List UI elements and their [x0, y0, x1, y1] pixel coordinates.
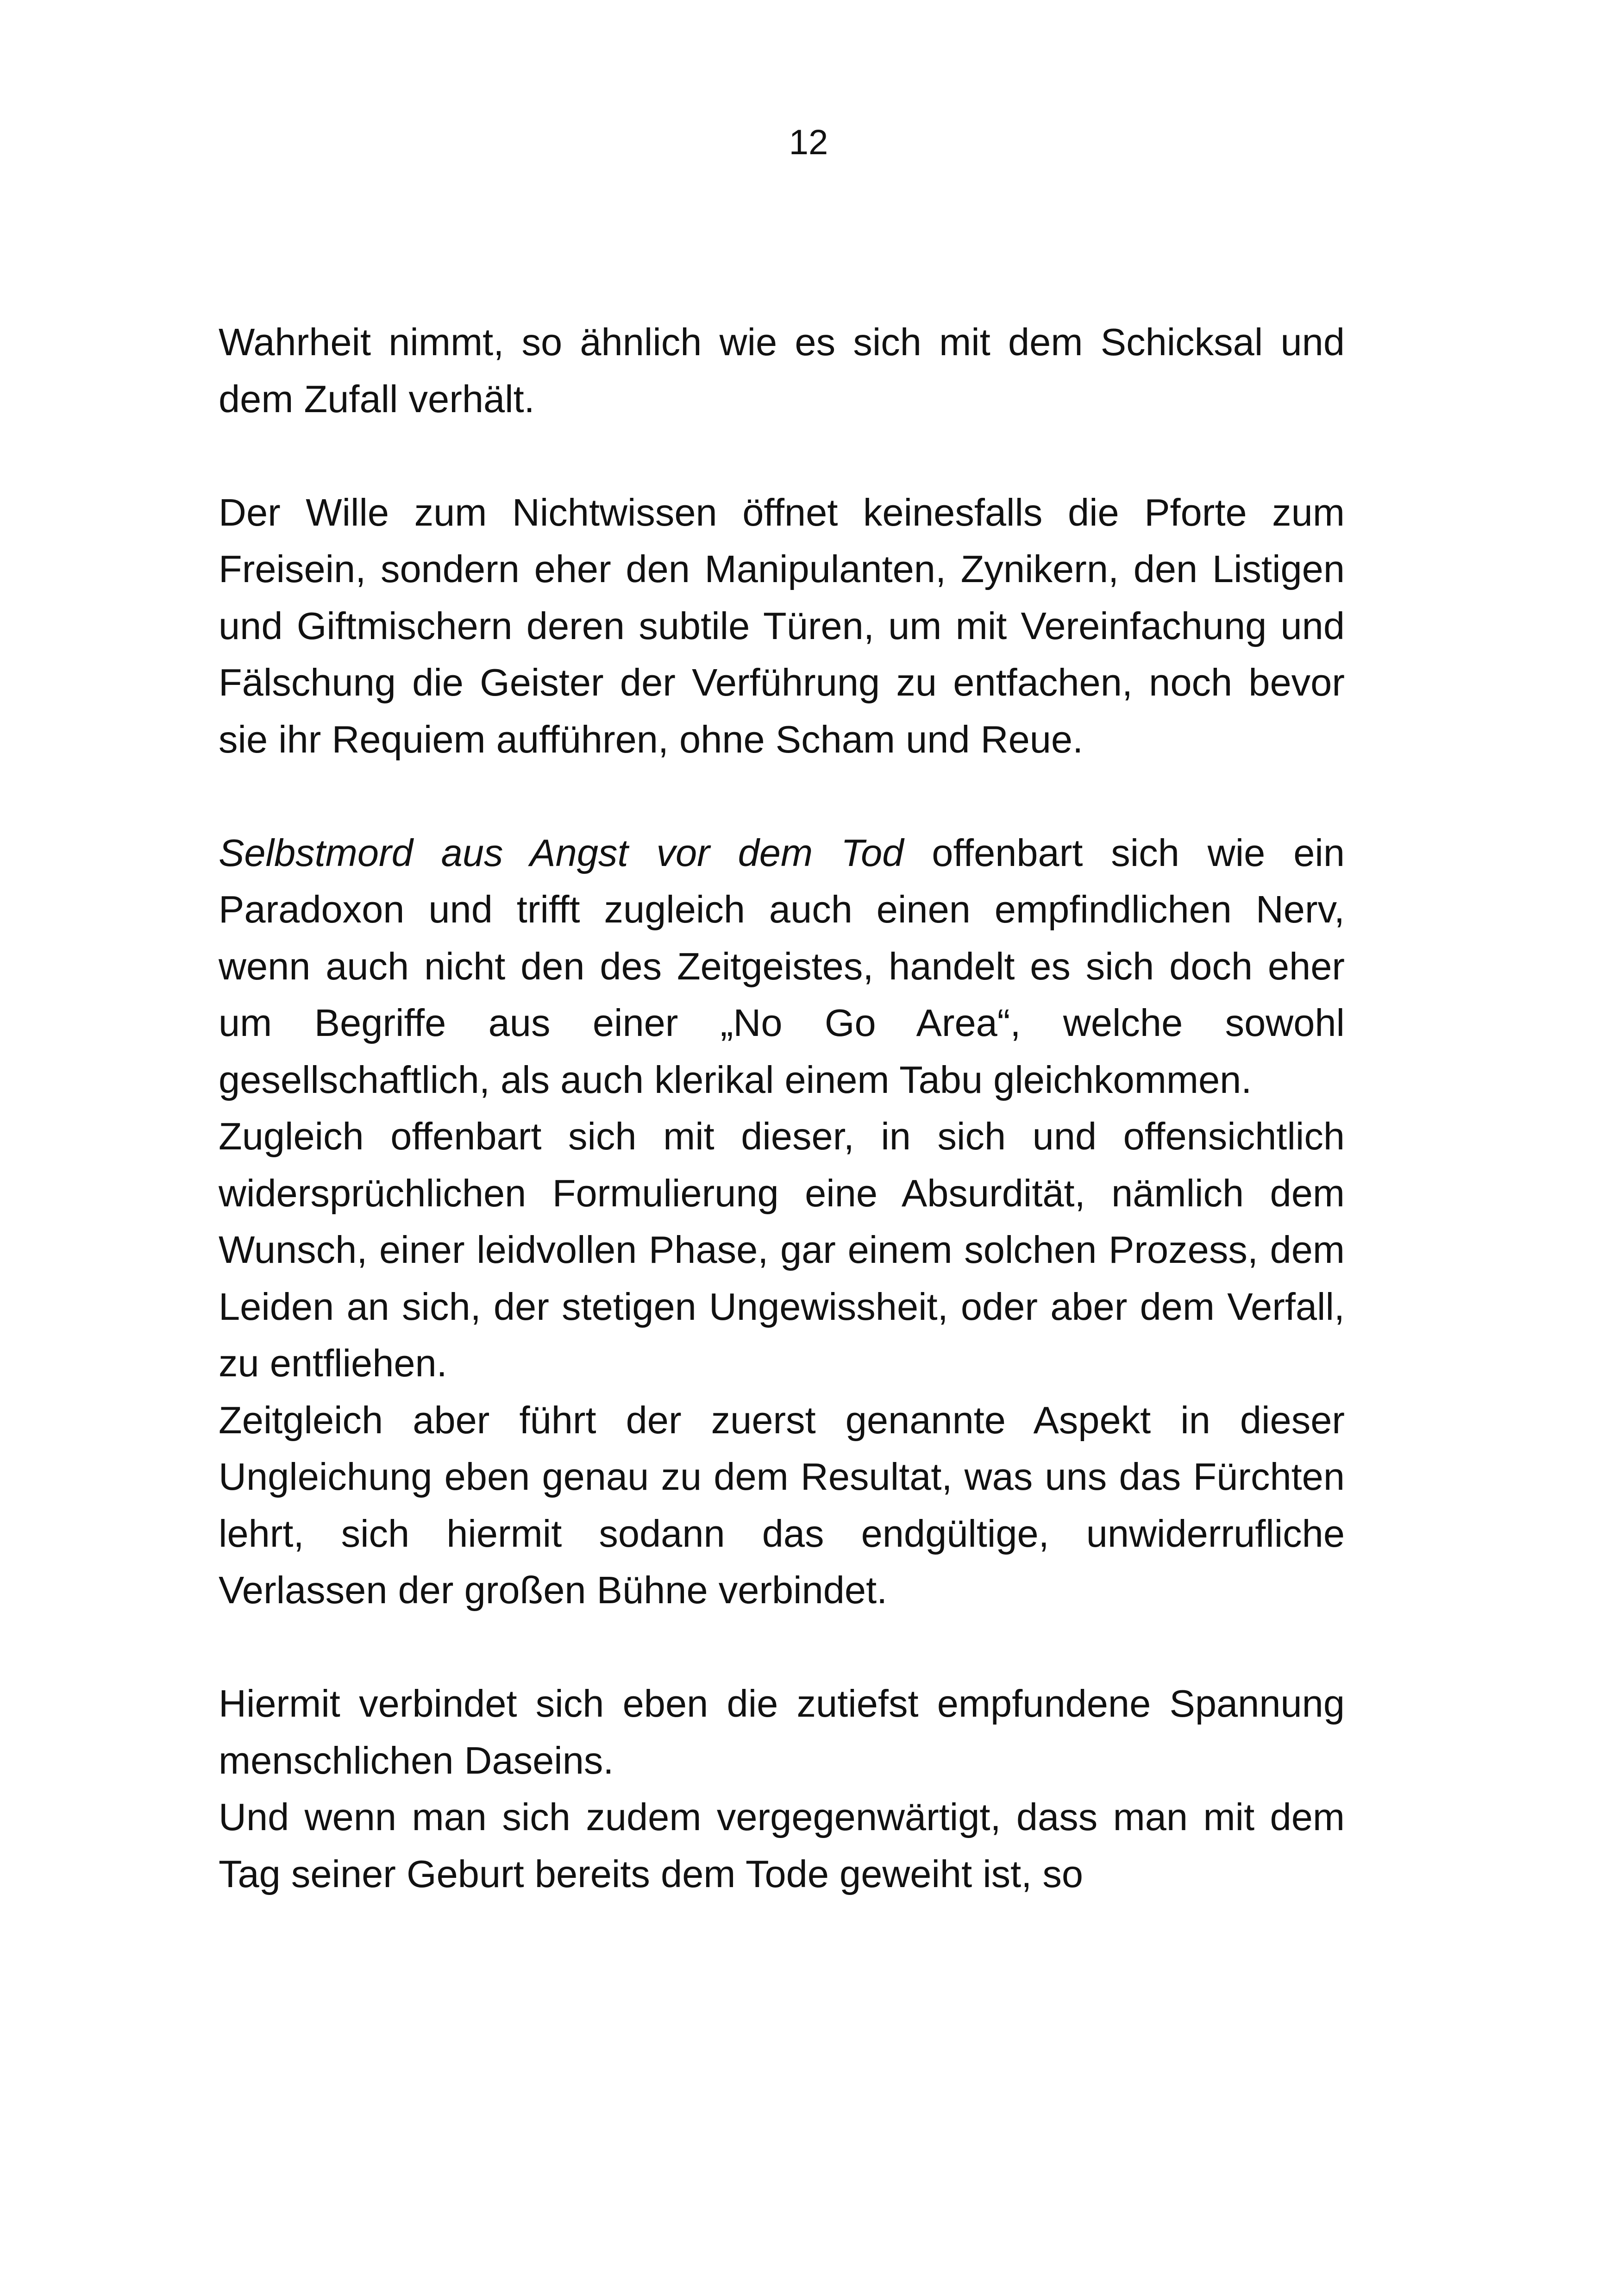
italic-phrase: Selbstmord aus Angst vor dem Tod: [219, 831, 904, 874]
paragraph-spacer: [219, 427, 1345, 484]
paragraph-spacer: [219, 768, 1345, 825]
paragraph: Und wenn man sich zudem vergegenwärtigt, dass man mit dem Tag seiner Geburt bereits dem Tode geweiht ist, so: [219, 1795, 1345, 1895]
body-text: [219, 314, 1345, 1902]
page-number: 12: [789, 123, 828, 162]
paragraph: Hiermit verbindet sich eben die zutiefst empfundene Spannung menschlichen Daseins.: [219, 1682, 1345, 1782]
paragraph: Der Wille zum Nichtwissen öffnet keinesfalls die Pforte zum Freisein, sondern eher den Manipulanten, Zynikern, den Listigen und Giftmischern deren subtile Türen, um mit Vereinfachung und Fälschung die Geister der Verführung zu entfachen, noch bevor sie ihr Requiem aufführen, ohne Scham und Reue.: [219, 490, 1345, 761]
paragraph-spacer: [219, 1619, 1345, 1676]
paragraph-text: offenbart sich wie ein Paradoxon und trifft zugleich auch einen empfindlichen Nerv, wenn auch nicht den des Zeitgeistes, handelt es sich doch eher um Begriffe aus einer „No Go Area“, welche sowohl gesellschaftlich, als auch klerikal einem Tabu gleichkommen.: [219, 831, 1345, 1101]
paragraph: Zugleich offenbart sich mit dieser, in sich und offensichtlich widersprüchlichen Formulierung eine Absurdität, nämlich dem Wunsch, einer leidvollen Phase, gar einem solchen Prozess, dem Leiden an sich, der stetigen Ungewissheit, oder aber dem Verfall, zu entfliehen.: [219, 1115, 1345, 1385]
paragraph: Zeitgleich aber führt der zuerst genannte Aspekt in dieser Ungleichung eben genau zu dem Resultat, was uns das Fürchten lehrt, sich hiermit sodann das endgültige, unwiderrufliche Verlassen der großen Bühne verbindet.: [219, 1398, 1345, 1612]
paragraph: [219, 825, 1345, 1109]
paragraph: Wahrheit nimmt, so ähnlich wie es sich mit dem Schicksal und dem Zufall verhält.: [219, 320, 1345, 420]
